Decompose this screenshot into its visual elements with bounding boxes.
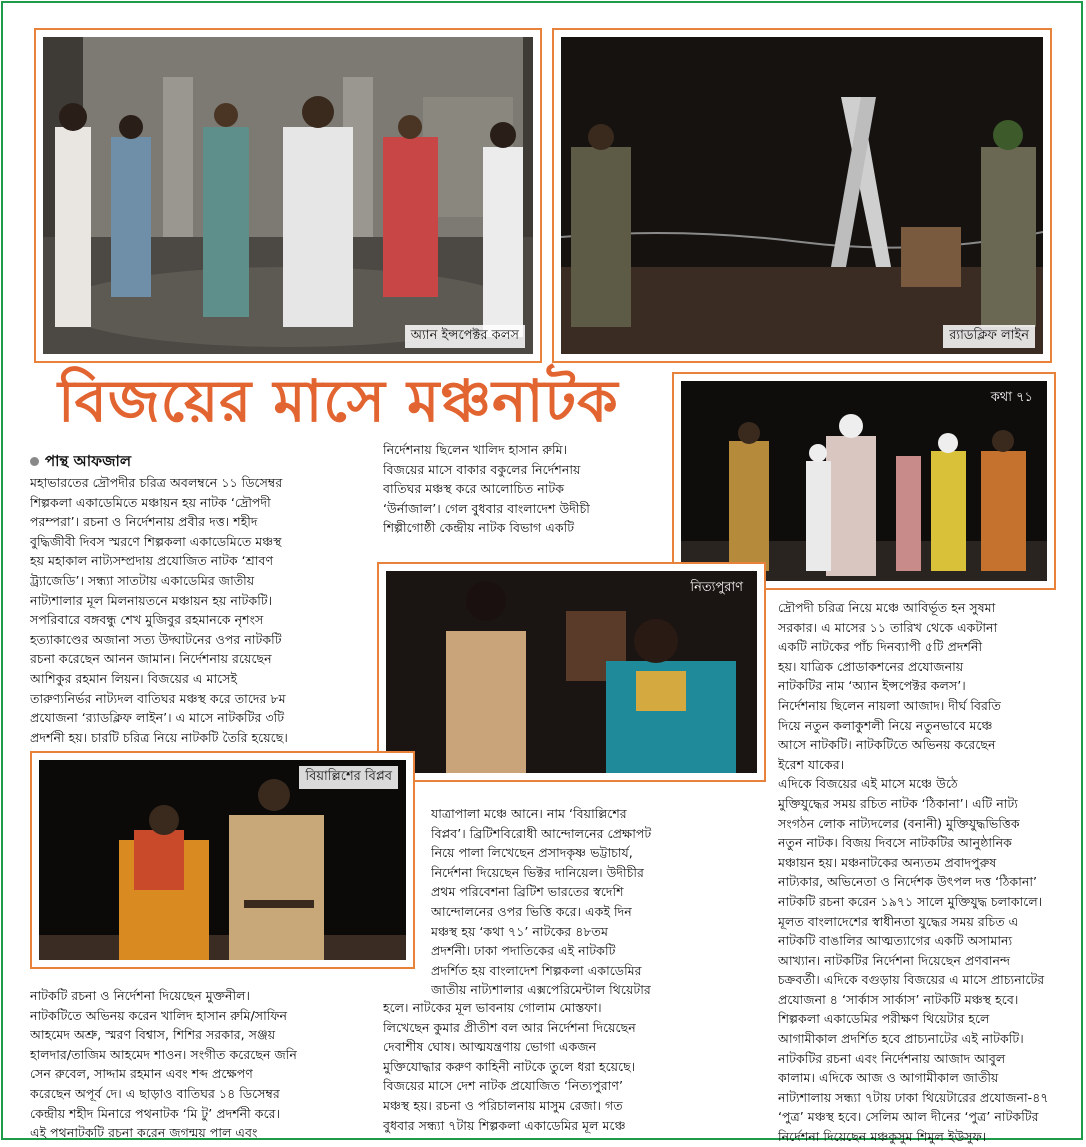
column-1-bottom [30,986,366,1143]
text-line: জাতীয় নাট্যশালার এক্সপেরিমেন্টাল থিয়েটার [431,982,651,998]
text-line: ট্র্যাজেডি’। সন্ধ্যা সাতটায় একাডেমির জাতীয় [30,572,255,588]
text-line: বুধবার সন্ধ্যা ৭টায় শিল্পকলা একাডেমির মূল মঞ্চে [383,1117,626,1133]
text-line: একটি নাটকের পাঁচ দিনব্যাপী ৫টি প্রদর্শনী [778,639,983,655]
photo-caption: অ্যান ইন্সপেক্টর কলস [405,325,525,348]
text-line: নাটকটির রচনা এবং নির্দেশনায় আজাদ আবুল [778,1050,1006,1066]
photo-caption: নিত্যপুরাণ [690,580,743,595]
text-line: ‘উর্নাজাল’। গেল বুধবার বাংলাদেশ উদীচী [383,500,590,516]
text-line: আশিকুর রহমান লিয়ন। বিজয়ের এ মাসেই [30,670,238,686]
text-line: মহাভারতের দ্রৌপদীর চরিত্র অবলম্বনে ১১ ডিসেম্বর [30,475,283,490]
text-line: পরম্পরা’। রচনা ও নির্দেশনায় প্রবীর দত্ত। শহীদ [30,514,258,530]
text-line: কেন্দ্রীয় শহীদ মিনারে পথনাটক ‘মি টু’ প্রদর্শনী করে। [30,1105,281,1121]
text-line: এই পথনাটকটি রচনা করেন জগন্ময় পাল এবং [30,1125,258,1141]
text-line: নির্দেশনা দিয়েছেন মঞ্চকুসুম শিমুল ইউসুফ। [778,1129,987,1145]
text-line: প্রদর্শিত হয় বাংলাদেশ শিল্পকলা একাডেমির [431,962,642,978]
text-line: নাট্যশালায় সন্ধ্যা ৭টায় ঢাকা থিয়েটারের প্রযোজনা-৪৭ [778,1089,1049,1105]
column-2-top [383,440,668,538]
text-line: ‘পুত্র’ মঞ্চস্থ হবে। সেলিম আল দীনের ‘পুত্র’ নাটকটির [778,1109,1039,1125]
text-line: মঞ্চায়ন হয়। মঞ্চনাটকের অন্যতম প্রবাদপুরুষ [778,854,997,870]
text-line: প্রদর্শনী হয়। চারটি চরিত্র নিয়ে নাটকটি তৈরি হয়েছে। [30,729,288,745]
text-line: বিপ্লব’। ব্রিটিশবিরোধী আন্দোলনের প্রেক্ষাপট [431,825,652,841]
text-line: শিল্পীগোষ্ঠী কেন্দ্রীয় নাটক বিভাগ একটি [383,520,575,536]
text-line: নাট্যশালার মূল মিলনায়তনে মঞ্চায়ন হয় নাটকটি। [30,592,273,608]
text-line: হালদার/তাজিম আহমেদ শাওন। সংগীত করেছেন জনি [30,1046,297,1062]
photo-radcliffe-line [552,28,1052,363]
text-line: হয় মহাকাল নাট্যসম্প্রদায় প্রযোজিত নাটক ‘শ্রাবণ [30,553,274,569]
text-line: এদিকে বিজয়ের এই মাসে মঞ্চে উঠে [778,776,958,792]
stage-photo-image [39,760,406,960]
text-line: হলে। নাটকের মূল ভাবনায় গোলাম মোস্তফা। [383,1000,602,1015]
photo-biyallisher-biplob [30,751,415,969]
text-line: নাটকটির নাম ‘অ্যান ইন্সপেক্টর কলস’। [778,678,966,694]
text-line: আগামীকাল প্রদর্শিত হবে প্রাচ্যনাটের এই নাটকটি। [778,1031,1024,1047]
stage-photo-image [43,37,533,354]
byline [30,450,131,475]
text-line: আসে নাটকটি। নাটকটিতে অভিনয় করেছেন [778,737,996,753]
stage-photo-image [386,571,757,773]
column-2-middle [431,804,719,1000]
text-line: বাতিঘর মঞ্চস্থ করে আলোচিত নাটক [383,481,565,497]
text-line: মুক্তিযোদ্ধার করুণ কাহিনী নাটকে তুলে ধরা হয়েছে। [383,1058,636,1074]
text-line: আখ্যান। নাটকটির নির্দেশনা দিয়েছেন প্রণবানন্দ [778,952,1011,968]
text-line: নাটকটিতে অভিনয় করেন খালিদ হাসান রুমি/সাফিন [30,1007,288,1023]
text-line: প্রদর্শনী। ঢাকা পদাতিকের এই নাটকটি [431,943,616,959]
stage-photo-image [681,381,1047,581]
text-line: মুক্তিযুদ্ধের সময় রচিত নাটক ‘ঠিকানা’। এটি নাট্য [778,795,1018,811]
text-line: মঞ্চস্থ হয় ‘কথা ৭১’ নাটকের ৪৮তম [431,923,608,939]
text-line: নির্দেশনায় ছিলেন খালিদ হাসান রুমি। [383,442,568,457]
text-line: চক্রবর্তী। এদিকে বগুড়ায় বিজয়ের এ মাসে প্রাচ্যনাটের [778,972,1045,988]
text-line: হয়। যাত্রিক প্রোডাকশনের প্রযোজনায় [778,658,964,674]
text-line: নাটকটি রচনা ও নির্দেশনা দিয়েছেন মুক্তনীল। [30,988,251,1003]
text-line: সংগঠন লোক নাট্যদলের (বনানী) মুক্তিযুদ্ধভিত্তিক [778,815,1020,831]
text-line: করেছেন অপূর্ব দে। এ ছাড়াও বাতিঘর ১৪ ডিসেম্বর [30,1085,280,1101]
text-line: যাত্রাপালা মঞ্চে আনে। নাম ‘বিয়াল্লিশের [431,806,627,821]
stage-photo-image [561,37,1043,354]
text-line: প্রথম পরিবেশনা ব্রিটিশ ভারতের স্বদেশি [431,884,624,900]
text-line: লিখেছেন কুমার প্রীতীশ বল আর নির্দেশনা দিয়েছেন [383,1019,636,1035]
text-line: মূলত বাংলাদেশের স্বাধীনতা যুদ্ধের সময় রচিত এ [778,913,1019,929]
text-line: দিয়ে নতুন কলাকুশলী নিয়ে নতুনভাবে মঞ্চে [778,717,993,733]
bullet-icon [30,457,39,466]
text-line: নাটকটি রচনা করেন ১৯৭১ সালে মুক্তিযুদ্ধ চলাকালে। [778,893,1043,909]
text-line: শিল্পকলা একাডেমির পরীক্ষণ থিয়েটার হলে [778,1011,990,1027]
text-line: বিজয়ের মাসে দেশ নাটক প্রযোজিত ‘নিত্যপুরাণ’ [383,1078,624,1094]
text-line: নতুন নাটক। বিজয় দিবসে নাটকটির আনুষ্ঠানিক [778,835,1012,851]
photo-nityapuran [377,562,766,782]
photo-caption: র‍্যাডক্লিফ লাইন [943,325,1035,348]
column-3 [778,598,1054,1147]
text-line: রচনা করেছেন আনন জামান। নির্দেশনায় রয়েছেন [30,651,272,667]
text-line: নাট্যকার, অভিনেতা ও নির্দেশক উৎপল দত্ত ‘ঠিকানা’ [778,874,1038,890]
text-line: নির্দেশনা দিয়েছেন ভিক্টর দানিয়েল। উদীচীর [431,864,644,880]
article-headline: বিজয়ের মাসে মঞ্চনাটক [58,367,619,435]
text-line: নির্দেশনায় ছিলেন নায়লা আজাদ। দীর্ঘ বিরতি [778,697,1001,713]
photo-caption: বিয়াল্লিশের বিপ্লব [299,766,398,789]
text-line: নাটকটি বাঙালির আত্মত্যাগের একটি অসামান্য [778,933,1013,949]
text-line: ইরেশ যাকের। [778,756,845,772]
text-line: সেন রুবেল, সাদ্দাম রহমান এবং শব্দ প্রক্ষেপণ [30,1066,253,1082]
text-line: দেবাশীষ ঘোষ। আত্মযন্ত্রণায় ভোগা একজন [383,1039,597,1055]
text-line: সপরিবারে বঙ্গবন্ধু শেখ মুজিবুর রহমানকে নৃশংস [30,612,264,628]
text-line: আন্দোলনের ওপর ভিত্তি করে। একই দিন [431,903,632,919]
column-2-bottom [383,998,719,1135]
text-line: শিল্পকলা একাডেমিতে মঞ্চায়ন হয় নাটক ‘দ্রৌপদী [30,494,271,510]
column-1-top [30,473,363,747]
text-line: মঞ্চস্থ হয়। রচনা ও পরিচালনায় মাসুম রেজা। গত [383,1097,623,1113]
text-line: প্রযোজনা ‘র‍্যাডক্লিফ লাইন’। এ মাসে নাটকটির ৩টি [30,710,285,726]
text-line: তারুণ্যনির্ভর নাট্যদল বাতিঘর মঞ্চস্থ করে তাদের ৮ম [30,690,286,706]
text-line: প্রযোজনা ৪ ‘সার্কাস সার্কাস’ নাটকটি মঞ্চস্থ হবে। [778,991,1019,1007]
text-line: নিয়ে পালা লিখেছেন প্রসাদকৃষ্ণ ভট্টাচার্য, [431,845,633,861]
text-line: আহমেদ অশ্রু, স্মরণ বিশ্বাস, শিশির সরকার, সঞ্জয় [30,1027,276,1043]
photo-kotha-71 [672,372,1056,590]
text-line: বুদ্ধিজীবী দিবস স্মরণে শিল্পকলা একাডেমিতে মঞ্চস্থ [30,533,282,549]
author-name: পান্থ আফজাল [45,452,132,470]
text-line: বিজয়ের মাসে বাকার বকুলের নির্দেশনায় [383,461,581,477]
text-line: কালাম। এদিকে আজ ও আগামীকাল জাতীয় [778,1070,999,1086]
photo-inspector-calls [34,28,542,363]
text-line: দ্রৌপদী চরিত্র নিয়ে মঞ্চে আবির্ভূত হন সুষমা [778,600,996,615]
text-line: হত্যাকাণ্ডের অজানা সত্য উদ্ঘাটনের ওপর নাটকটি [30,631,282,647]
text-line: সরকার। এ মাসের ১১ তারিখ থেকে একটানা [778,619,998,635]
photo-caption: কথা ৭১ [990,390,1033,405]
